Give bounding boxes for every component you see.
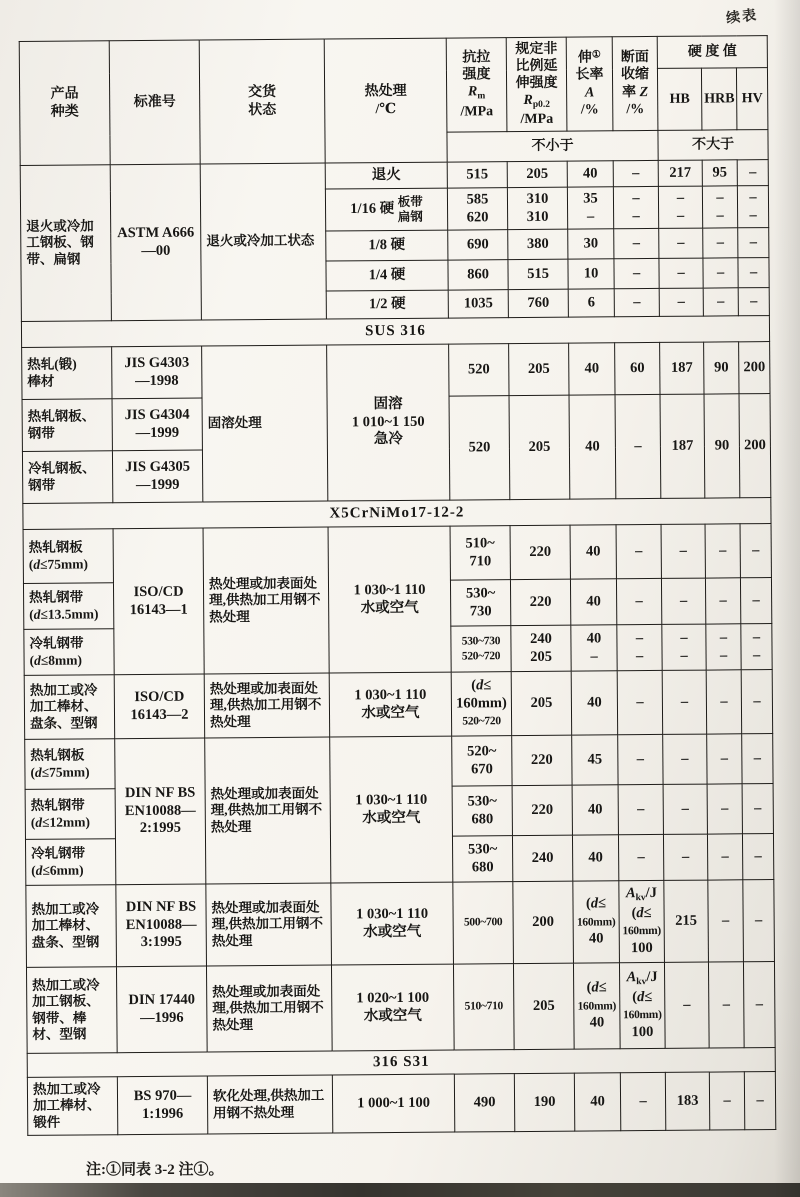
grade-section-316s31: 316 S31 [27,1048,775,1078]
table-cell: – – [702,186,737,228]
table-cell: – [738,258,769,288]
table-cell: 1 000~1 100 [332,1074,454,1133]
table-cell: 530~730 520~720 [451,626,511,672]
table-cell: 90 [704,342,739,394]
table-cell: 515 [508,259,568,289]
table-cell: 520 [449,344,509,396]
table-cell: 40 [571,671,618,735]
table-cell: 200 [739,342,770,394]
table-cell: – – [662,624,706,670]
table-cell: 1/16 硬 板带 扁钢 [325,188,447,231]
table-cell: 热处理或加表面处理,供热加工用钢不热处理 [205,737,331,884]
table-cell: – [618,784,663,834]
table-cell: 200 [513,881,574,963]
table-cell: – [703,228,738,258]
table-cell: 35 – [567,187,613,229]
table-cell: 热轧钢板、 钢带 [22,399,112,452]
table-cell: $A_{kv}/J$ (d≤ 160mm) 100 [619,962,665,1048]
table-cell: ISO/CD 16143—1 [113,528,204,675]
table-cell: – [740,524,771,578]
table-cell: 380 [508,229,568,259]
table-cell: 6 [568,289,614,317]
table-cell: 冷轧钢板、 钢带 [22,451,112,504]
table-cell: – [614,228,659,258]
table-cell: 热轧(锻) 棒材 [22,347,112,400]
table-cell: 530~ 680 [452,836,512,882]
footnote: 注:①同表 3-2 注①。 [86,1162,224,1178]
table-cell: 热轧钢板 (d≤75mm) [23,529,113,584]
table-cell: – – [658,186,702,228]
table-cell: 热轧钢带 (d≤13.5mm) [23,583,113,630]
table-cell: – [709,1072,744,1130]
table-cell: JIS G4304 —1999 [112,398,202,451]
table-cell: – [742,734,773,784]
col-header-hv: HV [736,68,767,130]
table-cell: 40 [569,395,616,499]
table-cell: – [707,834,742,880]
table-cell: – – [741,624,772,670]
table-cell: JIS G4303 —1998 [112,346,202,399]
table-cell: – [664,962,709,1048]
table-cell: – [706,670,742,734]
table-cell: DIN 17440 —1996 [116,966,207,1053]
table-cell: 217 [658,160,702,186]
table-cell: 热处理或加表面处理,供热加工用钢不热处理 [204,673,329,738]
table-cell: $A_{kv}/J$ (d≤ 160mm) 100 [619,880,665,962]
table-body [19,36,776,1136]
table-scan-area [19,35,776,1136]
table-cell: – [738,228,769,258]
table-cell: 220 [510,525,570,579]
table-cell: 760 [508,289,568,317]
col-header-heat-treatment: 热处理 /℃ [324,38,447,163]
table-cell: – [616,578,661,624]
limit-not-greater-than: 不大于 [658,130,768,161]
table-cell: 40 [570,579,616,625]
col-header-hb: HB [657,68,701,130]
table-cell: – [708,962,744,1048]
table-cell: 40 [574,1073,620,1131]
table-cell: – [707,784,742,834]
table-cell: – [661,524,705,578]
table-cell: 40 [572,835,618,881]
table-cell: 200 [739,394,771,498]
table-cell: – [659,288,703,316]
table-cell: 30 [568,229,614,259]
continued-table-label: 续表 [725,8,759,27]
table-cell: 190 [514,1073,574,1131]
table-cell: 510~710 [453,964,514,1050]
table-cell: – [617,670,663,734]
table-cell: – [703,288,738,316]
table-cell: – – [617,624,662,670]
table-cell: 187 [660,342,704,394]
table-cell: – [662,670,707,734]
table-cell: – [620,1072,665,1130]
col-header-proof-strength: 规定非 比例延 伸强度 $R_{p0.2}$ /MPa [506,37,567,131]
table-cell: 220 [512,735,572,785]
table-cell: 205 [511,671,572,735]
col-header-reduction-of-area: 断面 收缩 率 Z /% [612,36,658,130]
table-cell: 冷轧钢带 (d≤8mm) [24,629,114,676]
table-cell: 1/8 硬 [326,230,448,261]
grade-section-x5crnimo17-12-2: X5CrNiMo17-12-2 [23,498,771,530]
table-cell: 585 620 [447,188,507,230]
col-header-delivery: 交货 状态 [199,39,325,164]
table-cell: 690 [448,230,508,260]
table-cell: – [615,394,661,498]
col-header-hardness: 硬 度 值 [657,36,767,69]
table-cell: 热处理或加表面处理,供热加工用钢不热处理 [206,965,332,1052]
table-cell: – [708,880,744,962]
table-cell: 40 [570,525,616,579]
table-cell: 60 [615,342,660,394]
table-cell: – [743,962,775,1048]
table-cell: 40 [567,161,613,187]
table-cell: 1/2 硬 [326,290,448,319]
table-cell: – [663,834,707,880]
table-cell: 1 030~1 110 水或空气 [329,672,451,737]
table-cell: 1 030~1 110 水或空气 [328,526,451,673]
table-cell: 热处理或加表面处理,供热加工用钢不热处理 [203,527,329,674]
table-cell: 40 [569,343,615,395]
table-cell: 40 [572,785,618,835]
table-cell: 520~ 670 [452,736,512,786]
limit-not-less-than: 不小于 [447,130,658,162]
table-cell: 热处理或加表面处理,供热加工用钢不热处理 [206,883,332,966]
table-cell: – [742,784,773,834]
table-cell: – [741,670,773,734]
table-cell: 515 [447,162,507,188]
table-cell: 10 [568,259,614,289]
table-cell: 240 205 [511,625,571,671]
table-cell: 183 [665,1072,709,1130]
table-cell: – [663,784,707,834]
table-cell: DIN NF BS EN10088— 2:1995 [115,738,206,885]
table-cell: 退火 [325,162,447,189]
table-cell: – [738,288,769,316]
table-cell: 1 030~1 110 水或空气 [330,736,453,883]
table-cell: – [737,160,768,186]
table-cell: – [744,1072,775,1130]
table-cell: – – [737,186,768,228]
table-cell: 187 [660,394,705,498]
table-cell: – [614,258,659,288]
table-cell: 205 [507,161,567,187]
table-cell: ASTM A666 —00 [110,164,201,321]
table-cell: 热加工或冷加工棒材、锻件 [27,1077,117,1136]
table-cell: – [743,880,775,962]
table-cell: 500~700 [453,882,514,964]
table-cell: 退火或冷加工状态 [200,163,326,320]
col-header-hrb: HRB [701,68,736,130]
table-cell: 固溶 1 010~1 150 急冷 [327,344,450,501]
table-cell: – [661,578,705,624]
table-cell: 90 [704,394,740,498]
table-cell: (d≤ 160mm) 40 [573,963,620,1049]
table-cell: 860 [448,260,508,290]
table-cell: ISO/CD 16143—2 [114,674,204,739]
table-cell: 310 310 [507,187,567,229]
table-cell: – [705,578,740,624]
table-cell: 固溶处理 [202,345,328,502]
table-cell: 软化处理,供热加工用钢不热处理 [207,1075,332,1134]
table-cell: 205 [513,963,574,1049]
table-cell: – [659,228,703,258]
table-cell: – [742,834,773,880]
table-cell: DIN NF BS EN10088— 3:1995 [116,884,207,967]
table-cell: – [618,834,663,880]
table-cell: – [616,524,661,578]
table-cell: – [613,160,658,186]
table-cell: – [705,524,740,578]
table-cell: 热加工或冷加工棒材、盘条、型钢 [24,675,114,740]
table-cell: 520 [449,396,510,500]
col-header-product: 产品 种类 [19,41,110,166]
table-cell: – [740,578,771,624]
col-header-tensile-strength: 抗拉 强度 $R_m$ /MPa [446,38,507,132]
table-cell: 95 [702,160,737,186]
col-header-elongation: 伸① 长率 A /% [566,37,613,131]
table-cell: JIS G4305 —1999 [112,450,202,503]
table-cell: BS 970— 1:1996 [117,1076,207,1135]
table-cell: – [618,734,663,784]
table-cell: – – [706,624,741,670]
table-cell: 热轧钢板 (d≤75mm) [25,739,115,790]
spec-table [19,35,777,1136]
table-cell: 热轧钢带 (d≤12mm) [25,789,115,840]
table-cell: 1/4 硬 [326,260,448,291]
table-cell: – [703,258,738,288]
table-cell: 240 [512,835,572,881]
table-cell: (d≤ 160mm) 40 [573,881,620,963]
table-cell: 530~ 680 [452,786,512,836]
table-cell: – – [613,186,658,228]
table-cell: 退火或冷加工钢板、钢带、扁钢 [20,165,111,322]
table-cell: 40 – [571,625,617,671]
table-cell: – [614,288,659,316]
table-cell: 热加工或冷加工棒材、盘条、型钢 [26,885,117,968]
table-cell: 1 030~1 110 水或空气 [331,882,454,965]
table-cell: 冷轧钢带 (d≤6mm) [25,839,115,886]
table-cell: 205 [509,343,569,395]
table-cell: 215 [664,880,709,962]
book-edge-strip [0,1183,800,1197]
table-cell: 1035 [448,290,508,318]
table-cell: 热加工或冷加工钢板、钢带、棒材、型钢 [26,967,117,1054]
table-cell: 205 [509,395,570,499]
table-cell: 45 [572,735,618,785]
grade-section-sus316: SUS 316 [21,316,769,348]
table-cell: 220 [510,579,570,625]
table-cell: 490 [454,1074,514,1132]
table-cell: – [663,734,707,784]
col-header-standard: 标准号 [109,40,200,165]
table-cell: 220 [512,785,572,835]
table-cell: (d≤ 160mm) 520~720 [451,672,512,736]
table-cell: 530~ 730 [450,580,510,626]
table-cell: 510~ 710 [450,526,510,580]
table-cell: – [659,258,703,288]
table-cell: – [707,734,742,784]
table-cell: 1 020~1 100 水或空气 [331,964,454,1051]
